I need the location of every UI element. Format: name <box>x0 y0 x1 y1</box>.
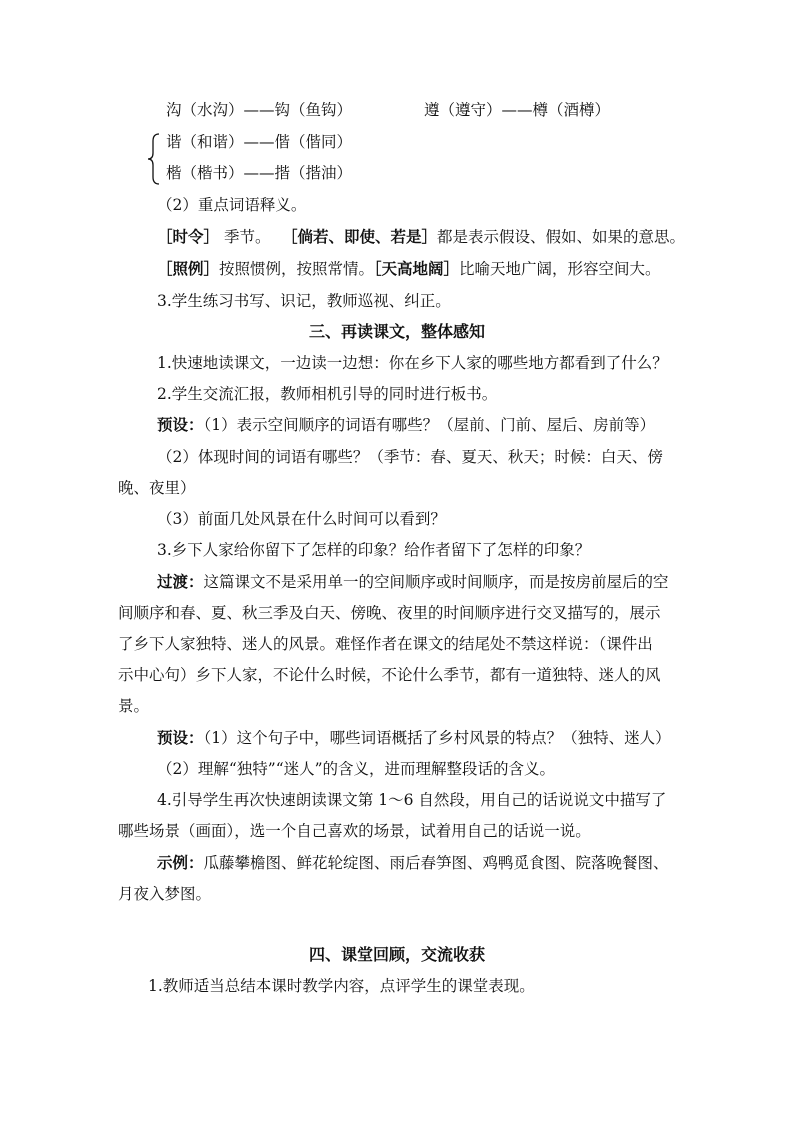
preset-2: （2）体现时间的词语有哪些？（季节：春、夏天、秋天；时候：白天、傍 <box>157 448 663 466</box>
char-pair-line-2: 谐（和谐）——偕（偕同） <box>166 133 353 151</box>
transition-label: 过渡： <box>157 572 204 591</box>
vocab-line-1 <box>157 227 270 247</box>
transition-text-2: 间顺序和春、夏、秋三季及白天、傍晚、夜里的时间顺序进行交叉描写的，展示 <box>118 604 661 622</box>
term-shiling: ［时令］ <box>157 227 220 246</box>
review-step-1: 1.教师适当总结本课时教学内容，点评学生的课堂表现。 <box>148 977 535 995</box>
term-tangruo-def: 都是表示假设、假如、如果的意思。 <box>437 228 686 246</box>
vocab-line-2 <box>157 259 374 279</box>
term-zhaoli: ［照例］ <box>157 259 220 278</box>
transition-text-1: 这篇课文不是采用单一的空间顺序或时间顺序，而是按房前屋后的空 <box>203 573 669 591</box>
term-zhaoli-def: 按照惯例，按照常情。 <box>219 260 375 278</box>
step-4: 4.引导学生再次快速朗读课文第 1～6 自然段，用自己的话说说文中描写了 <box>157 791 667 809</box>
preset-2-cont: 晚、夜里） <box>118 479 196 497</box>
char-pair-line-1b: 遵（遵守）——樽（酒樽） <box>424 101 611 119</box>
step-2: 2.学生交流汇报，教师相机引导的同时进行板书。 <box>157 385 498 403</box>
char-pair-line-3: 楷（楷书）——揩（揩油） <box>166 164 353 182</box>
transition-text-5: 景。 <box>118 697 150 715</box>
term-tangruo: ［倘若、即使、若是］ <box>282 227 438 246</box>
vocab-line-2b <box>366 259 661 279</box>
vocab-heading: （2）重点词语释义。 <box>157 196 307 214</box>
left-brace-icon <box>147 133 161 185</box>
step-3: 3.乡下人家给你留下了怎样的印象？给作者留下了怎样的印象？ <box>157 541 591 559</box>
step-1: 1.快速地读课文，一边读一边想：你在乡下人家的哪些地方都看到了什么？ <box>157 354 668 372</box>
preset-b-1-text: （1）这个句子中，哪些词语概括了乡村风景的特点？（独特、迷人） <box>203 729 671 747</box>
preset-1 <box>157 415 655 435</box>
transition-text-4: 示中心句）乡下人家，不论什么时候，不论什么季节，都有一道独特、迷人的风 <box>118 666 661 684</box>
transition-text-3: 了乡下人家独特、迷人的风景。难怪作者在课文的结尾处不禁这样说：（课件出 <box>118 635 653 653</box>
preset-b-2: （2）理解“独特”“迷人”的含义，进而理解整段话的含义。 <box>157 760 556 778</box>
preset-b-label: 预设： <box>157 728 204 747</box>
preset-1-text: （1）表示空间顺序的词语有哪些？（屋前、门前、屋后、房前等） <box>203 416 656 434</box>
example-line <box>157 853 669 873</box>
section-heading-4: 四、课堂回顾，交流收获 <box>308 945 485 964</box>
preset-3: （3）前面几处风景在什么时间可以看到？ <box>157 510 446 528</box>
example-label: 示例： <box>157 853 204 872</box>
preset-label: 预设： <box>157 415 204 434</box>
step-4-cont: 哪些场景（画面），选一个自己喜欢的场景，试着用自己的话说一说。 <box>118 822 591 840</box>
example-cont: 月夜入梦图。 <box>118 885 212 903</box>
practice-line: 3.学生练习书写、识记，教师巡视、纠正。 <box>157 292 451 310</box>
section-heading-3: 三、再读课文，整体感知 <box>308 322 485 341</box>
term-tiangaodikuo-def: 比喻天地广阔，形容空间大。 <box>459 260 661 278</box>
transition-para <box>157 572 669 592</box>
char-pair-line-1a: 沟（水沟）——钩（鱼钩） <box>166 101 353 119</box>
term-shiling-def: 季节。 <box>219 228 271 246</box>
example-text: 瓜藤攀檐图、鲜花轮绽图、雨后春笋图、鸡鸭觅食图、院落晚餐图、 <box>203 854 669 872</box>
term-tiangaodikuo: ［天高地阔］ <box>366 259 460 278</box>
vocab-line-1b <box>282 227 685 247</box>
preset-b-1 <box>157 728 671 748</box>
